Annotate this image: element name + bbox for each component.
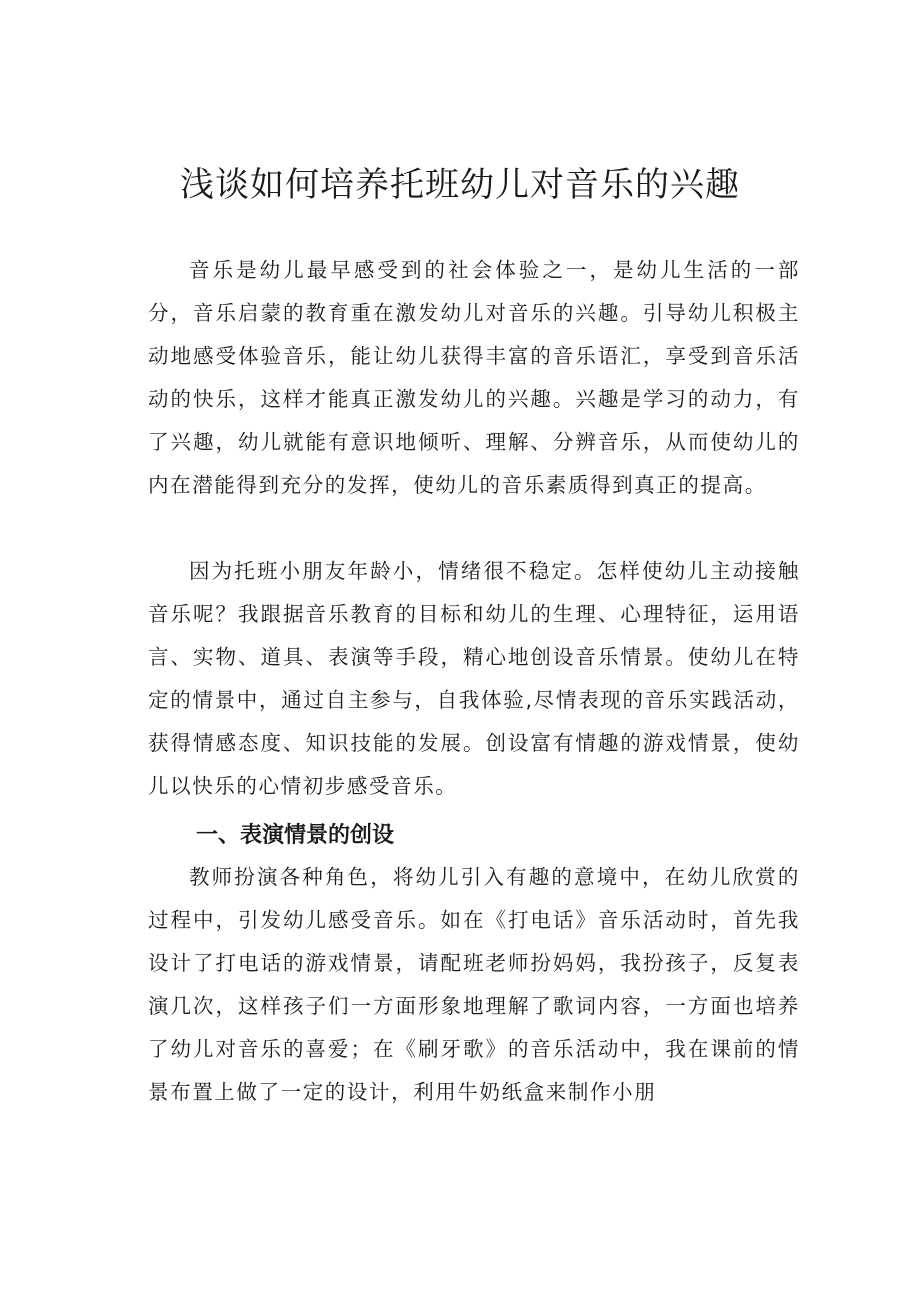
document-title: 浅谈如何培养托班幼儿对音乐的兴趣 xyxy=(180,165,740,205)
section-paragraph-1: 教师扮演各种角色，将幼儿引入有趣的意境中，在幼儿欣赏的过程中，引发幼儿感受音乐。如在《打电话》音乐活动时，首先我设计了打电话的游戏情景，请配班老师扮妈妈，我扮孩子，反复表演几次，这样孩子们一方面形象地理解了歌词内容，一方面也培养了幼儿对音乐的喜爱；在《刷牙歌》的音乐活动中，我在课前的情景布置上做了一定的设计，利用牛奶纸盒来制作小朋 xyxy=(148,865,800,1104)
intro-paragraph-2: 因为托班小朋友年龄小，情绪很不稳定。怎样使幼儿主动接触音乐呢？我跟据音乐教育的目标和幼儿的生理、心理特征，运用语言、实物、道具、表演等手段，精心地创设音乐情景。使幼儿在特定的情景中，通过自主参与，自我体验,尽情表现的音乐实践活动，获得情感态度、知识技能的发展。创设富有情趣的游戏情景，使幼儿以快乐的心情初步感受音乐。 xyxy=(148,559,800,798)
intro-paragraph-1: 音乐是幼儿最早感受到的社会体验之一，是幼儿生活的一部分，音乐启蒙的教育重在激发幼儿对音乐的兴趣。引导幼儿积极主动地感受体验音乐，能让幼儿获得丰富的音乐语汇，享受到音乐活动的快乐，这样才能真正激发幼儿的兴趣。兴趣是学习的动力，有了兴趣，幼儿就能有意识地倾听、理解、分辨音乐，从而使幼儿的内在潜能得到充分的发挥，使幼儿的音乐素质得到真正的提高。 xyxy=(148,258,800,497)
section-heading-1: 一、表演情景的创设 xyxy=(196,823,395,848)
